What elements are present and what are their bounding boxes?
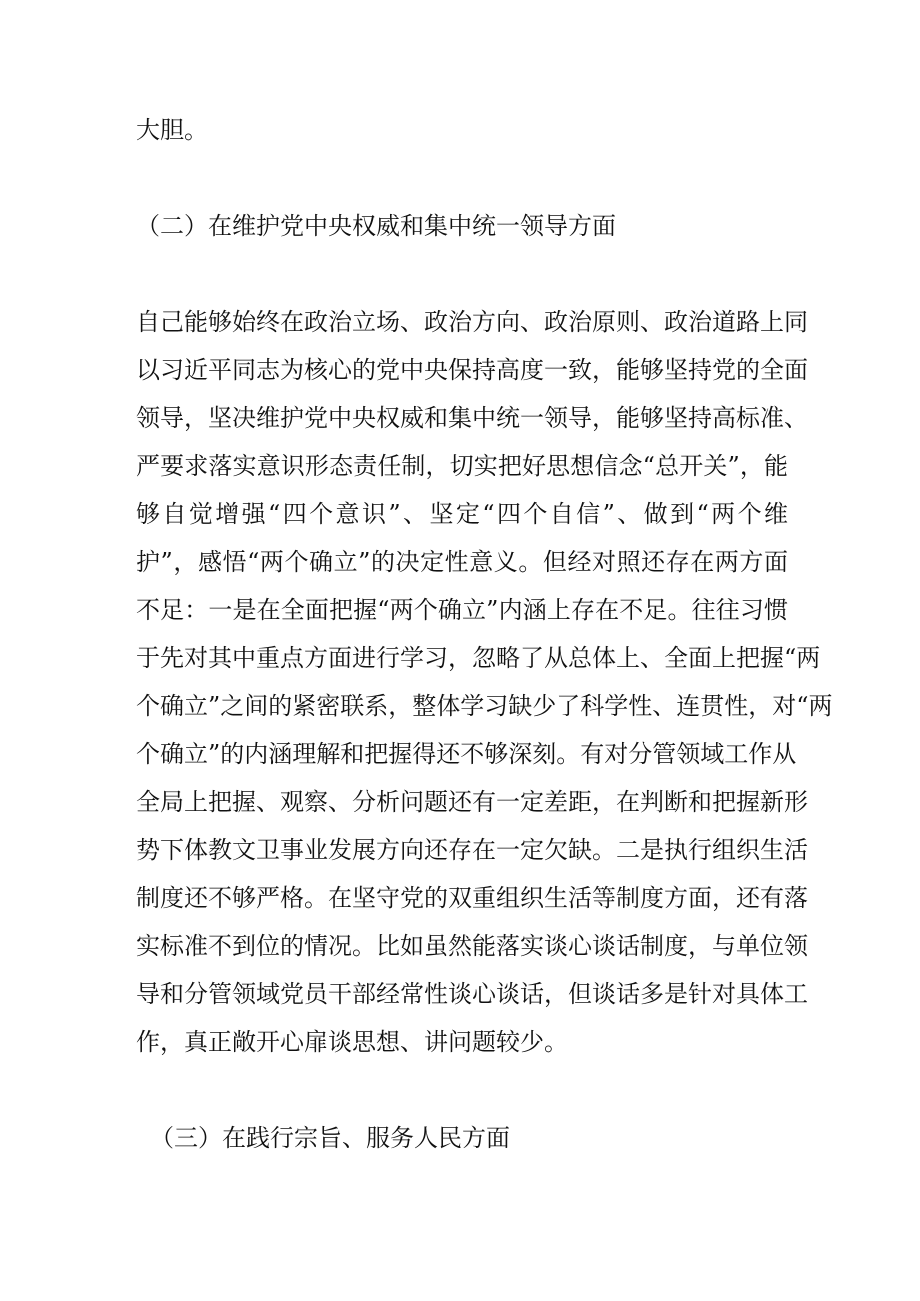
paragraph-line: 实标准不到位的情况。比如虽然能落实谈心谈话制度，与单位领 [136, 932, 808, 960]
continuation-text: 大胆。 [136, 116, 208, 144]
paragraph-line: 够自觉增强“四个意识”、坚定“四个自信”、做到“两个维 [136, 500, 788, 528]
paragraph-line: 个确立”的内涵理解和把握得还不够深刻。有对分管领域工作从 [136, 740, 797, 768]
paragraph-line: 严要求落实意识形态责任制，切实把好思想信念“总开关”，能 [136, 452, 788, 480]
paragraph-line: 不足：一是在全面把握“两个确立”内涵上存在不足。往往习惯 [136, 596, 788, 624]
paragraph-line: 护”，感悟“两个确立”的决定性意义。但经对照还存在两方面 [136, 548, 788, 576]
paragraph-line: 全局上把握、观察、分析问题还有一定差距，在判断和把握新形 [136, 788, 808, 816]
paragraph-line: 导和分管领域党员干部经常性谈心谈话，但谈话多是针对具体工 [136, 980, 808, 1008]
paragraph-line: 个确立”之间的紧密联系，整体学习缺少了科学性、连贯性，对“两 [136, 692, 833, 720]
paragraph-line: 以习近平同志为核心的党中央保持高度一致，能够坚持党的全面 [136, 356, 808, 384]
section-three-heading: （三）在践行宗旨、服务人民方面 [150, 1124, 510, 1152]
paragraph-line: 作，真正敞开心扉谈思想、讲问题较少。 [136, 1028, 568, 1056]
paragraph-line: 领导，坚决维护党中央权威和集中统一领导，能够坚持高标准、 [136, 404, 808, 432]
paragraph-line: 制度还不够严格。在坚守党的双重组织生活等制度方面，还有落 [136, 884, 808, 912]
paragraph-line: 于先对其中重点方面进行学习，忽略了从总体上、全面上把握“两 [136, 644, 821, 672]
section-two-heading: （二）在维护党中央权威和集中统一领导方面 [136, 212, 616, 240]
paragraph-line: 自己能够始终在政治立场、政治方向、政治原则、政治道路上同 [136, 308, 808, 336]
paragraph-line: 势下体教文卫事业发展方向还存在一定欠缺。二是执行组织生活 [136, 836, 808, 864]
